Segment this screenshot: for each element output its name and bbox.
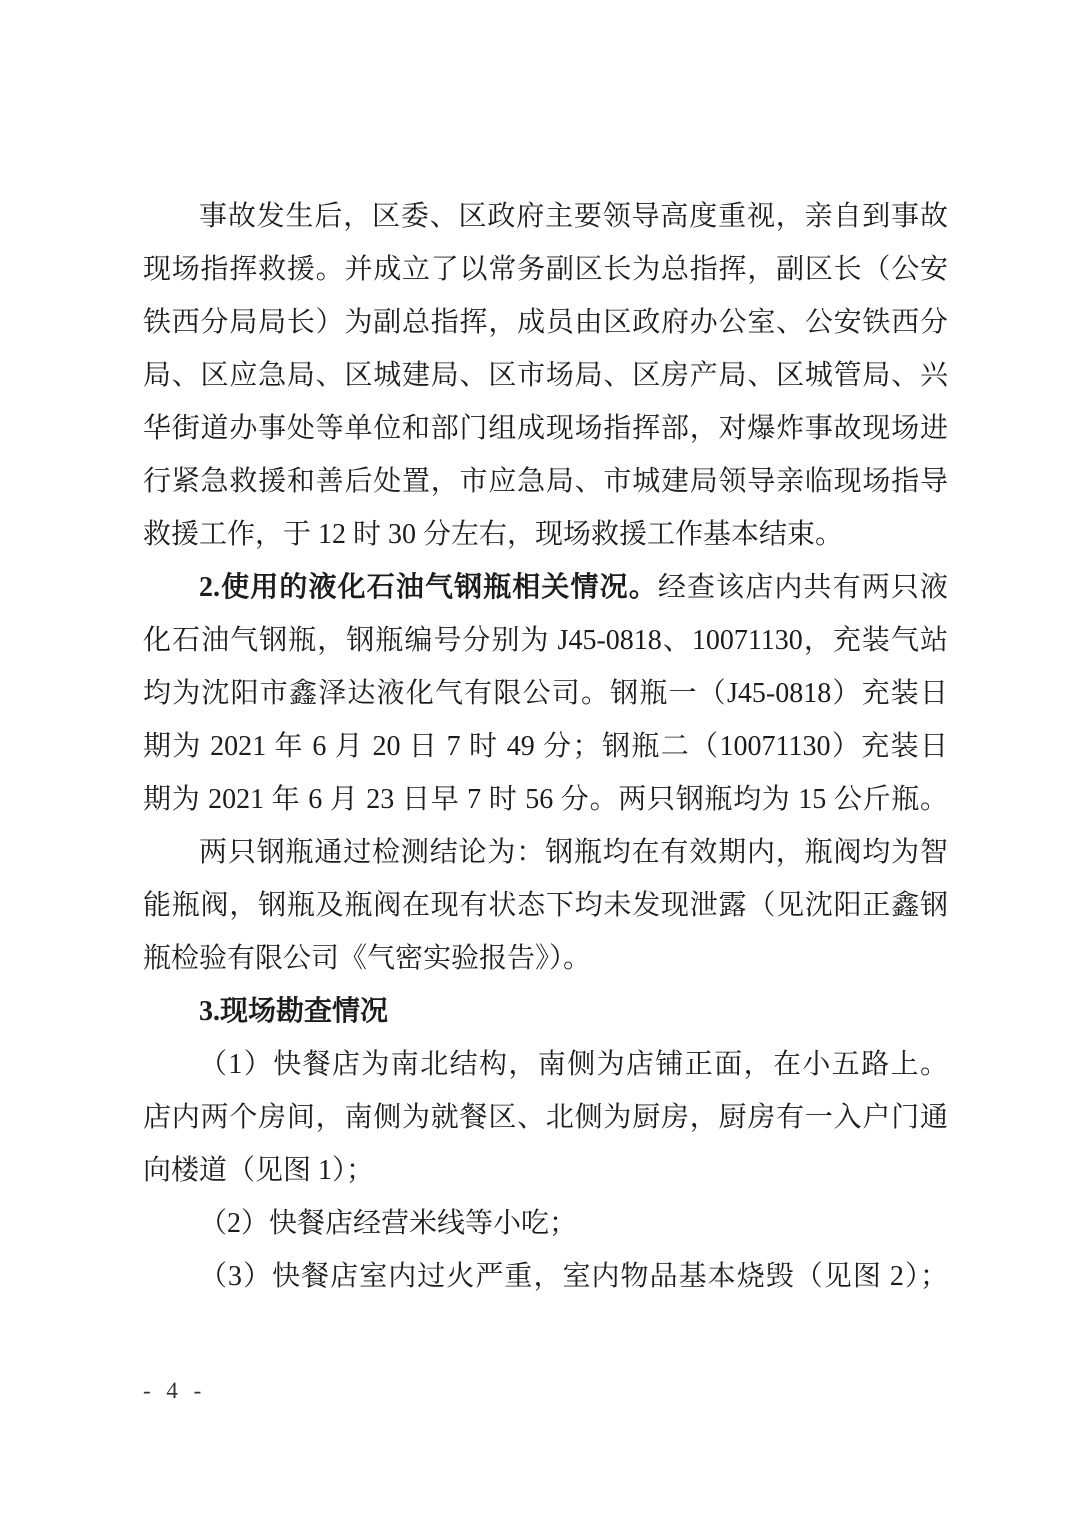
document-body: [143, 190, 948, 1303]
text-line: 能瓶阀，钢瓶及瓶阀在现有状态下均未发现泄露（见沈阳正鑫钢: [143, 890, 948, 921]
page-number: - 4 -: [143, 1378, 207, 1403]
text-line: 向楼道（见图 1）；: [143, 1155, 375, 1186]
text-line: 瓶检验有限公司《气密实验报告》）。: [143, 943, 592, 974]
text-line: 均为沈阳市鑫泽达液化气有限公司。钢瓶一（J45-0818）充装日: [143, 678, 948, 709]
text-line: 两只钢瓶通过检测结论为：钢瓶均在有效期内，瓶阀均为智: [199, 837, 948, 868]
text-line: 化石油气钢瓶，钢瓶编号分别为 J45-0818、10071130，充装气站: [143, 625, 948, 656]
text-line: 事故发生后，区委、区政府主要领导高度重视，亲自到事故: [199, 201, 948, 232]
section-heading-3: 3.现场勘查情况: [199, 996, 389, 1027]
text-line: （3）快餐店室内过火严重，室内物品基本烧毁（见图 2）；: [199, 1261, 948, 1292]
section-heading-2: 2.使用的液化石油气钢瓶相关情况。: [199, 572, 658, 603]
text-line: 局、区应急局、区城建局、区市场局、区房产局、区城管局、兴: [143, 360, 948, 391]
text-line: 现场指挥救援。并成立了以常务副区长为总指挥，副区长（公安: [143, 254, 948, 285]
text-line: 期为 2021 年 6 月 20 日 7 时 49 分；钢瓶二（10071130）充装日: [143, 731, 948, 762]
text-line: 铁西分局局长）为副总指挥，成员由区政府办公室、公安铁西分: [143, 307, 948, 338]
text-line: 期为 2021 年 6 月 23 日早 7 时 56 分。两只钢瓶均为 15 公斤瓶。: [143, 784, 948, 815]
text-line: （1）快餐店为南北结构，南侧为店铺正面，在小五路上。: [199, 1049, 948, 1080]
text-line: 救援工作，于 12 时 30 分左右，现场救援工作基本结束。: [143, 519, 844, 550]
text-run: 经查该店内共有两只液: [657, 572, 948, 603]
text-line: [143, 561, 948, 614]
text-line: （2）快餐店经营米线等小吃；: [199, 1208, 578, 1239]
text-line: 行紧急救援和善后处置，市应急局、市城建局领导亲临现场指导: [143, 466, 948, 497]
text-line: 店内两个房间，南侧为就餐区、北侧为厨房，厨房有一入户门通: [143, 1102, 948, 1133]
text-line: 华街道办事处等单位和部门组成现场指挥部，对爆炸事故现场进: [143, 413, 948, 444]
